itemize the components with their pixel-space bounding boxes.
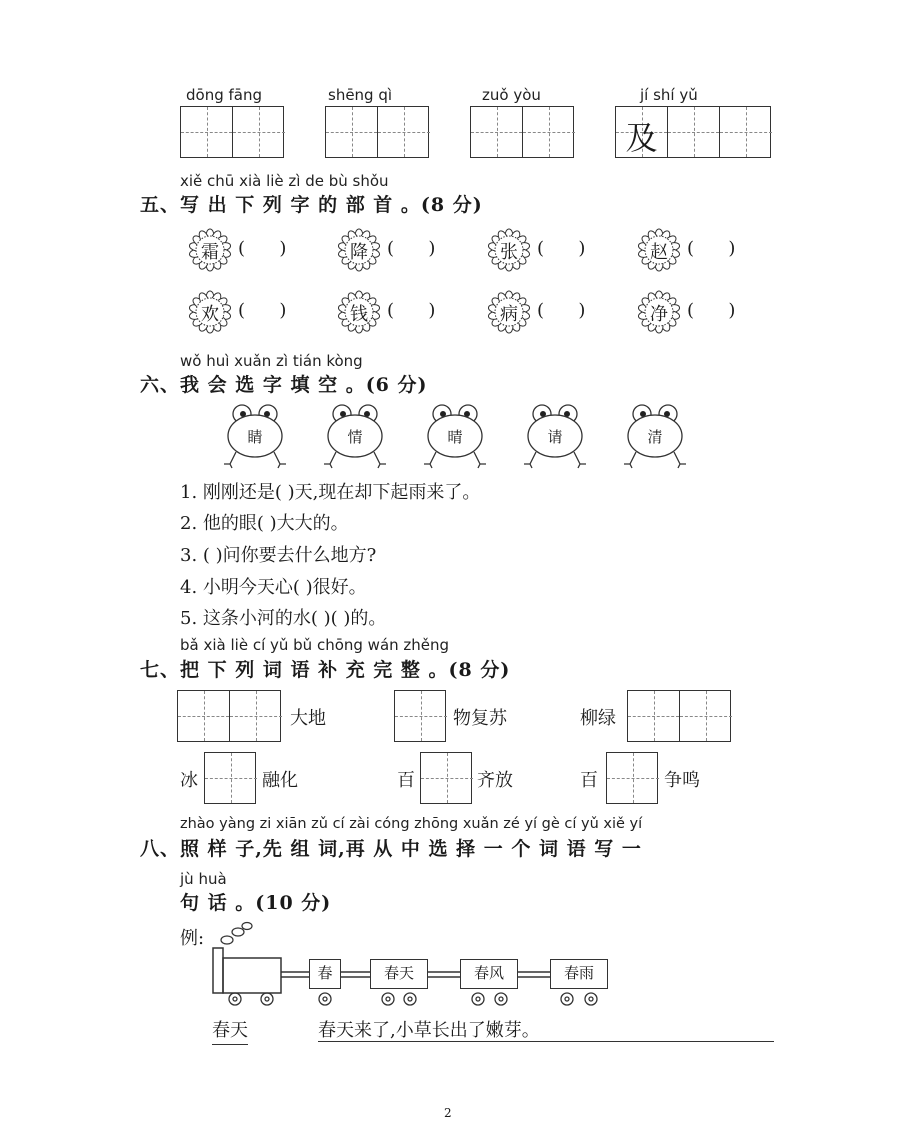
writing-grid-jishiyu[interactable]: [615, 106, 771, 158]
radical-flower: [333, 228, 385, 272]
sentence-5: 5. 这条小河的水( )( )的。: [180, 608, 387, 629]
word-liulv: 柳绿: [580, 708, 616, 729]
word-bai-1: 百: [397, 770, 415, 791]
example-label: 例:: [180, 928, 205, 949]
train-car-chunyu: 春雨: [550, 959, 608, 989]
writing-grid-zuoyou[interactable]: [470, 106, 574, 158]
fill-grid-bing[interactable]: [204, 752, 256, 804]
radical-character: 钱: [350, 304, 368, 325]
section7-title: 七、把 下 列 词 语 补 充 完 整 。(8 分): [140, 659, 511, 681]
word-bing: 冰: [180, 770, 198, 791]
radical-flower: [633, 290, 685, 334]
section8-pinyin-2: jù huà: [180, 870, 227, 888]
frog-card: [520, 402, 590, 472]
radical-answer-blank[interactable]: ( ): [387, 238, 436, 259]
radical-character: 降: [350, 242, 368, 263]
given-character: 及: [625, 119, 658, 157]
radical-flower: [184, 228, 236, 272]
radical-character: 赵: [650, 242, 668, 263]
radical-flower: [333, 290, 385, 334]
fill-grid-liulv[interactable]: [627, 690, 731, 742]
writing-grid-dongfang[interactable]: [180, 106, 284, 158]
word-bai-2: 百: [580, 770, 598, 791]
example-answer-word: 春天: [212, 1016, 248, 1045]
word-zhengming: 争鸣: [664, 770, 700, 791]
radical-character: 张: [500, 242, 518, 263]
train-car-chunfeng: 春风: [460, 959, 518, 989]
radical-character: 欢: [201, 304, 219, 325]
sentence-4: 4. 小明今天心( )很好。: [180, 577, 367, 598]
answer-line: [318, 1041, 774, 1042]
section6-title: 六、我 会 选 字 填 空 。(6 分): [140, 374, 428, 396]
radical-answer-blank[interactable]: ( ): [387, 300, 436, 321]
radical-flower: [184, 290, 236, 334]
frog-character: 晴: [447, 428, 463, 446]
radical-character: 净: [650, 304, 668, 325]
writing-grid-shengqi[interactable]: [325, 106, 429, 158]
pinyin-jishiyu: jí shí yǔ: [640, 86, 698, 104]
frog-card: [320, 402, 390, 472]
radical-answer-blank[interactable]: ( ): [238, 238, 287, 259]
frog-character: 清: [647, 428, 663, 446]
frog-card: [620, 402, 690, 472]
frog-character: 睛: [247, 428, 263, 446]
radical-answer-blank[interactable]: ( ): [537, 238, 586, 259]
train-car-chuntian: 春天: [370, 959, 428, 989]
radical-character: 病: [500, 304, 518, 325]
pinyin-zuoyou: zuǒ yòu: [482, 86, 541, 104]
frog-card: [220, 402, 290, 472]
fill-grid-baijia[interactable]: [606, 752, 658, 804]
section5-pinyin: xiě chū xià liè zì de bù shǒu: [180, 172, 389, 190]
sentence-3: 3. ( )问你要去什么地方?: [180, 545, 377, 566]
radical-flower: [483, 228, 535, 272]
frog-character: 请: [547, 428, 563, 446]
radical-flower: [483, 290, 535, 334]
radical-answer-blank[interactable]: ( ): [537, 300, 586, 321]
radical-answer-blank[interactable]: ( ): [687, 300, 736, 321]
section8-title-2: 句 话 。(10 分): [180, 892, 332, 914]
train-car-chun: 春: [309, 959, 341, 989]
sentence-1: 1. 刚刚还是( )天,现在却下起雨来了。: [180, 482, 481, 503]
fill-grid-dadi[interactable]: [177, 690, 281, 742]
pinyin-dongfang: dōng fāng: [186, 86, 262, 104]
frog-card: [420, 402, 490, 472]
section8-title-1: 八、照 样 子,先 组 词,再 从 中 选 择 一 个 词 语 写 一: [140, 838, 642, 860]
sentence-2: 2. 他的眼( )大大的。: [180, 513, 349, 534]
section7-pinyin: bǎ xià liè cí yǔ bǔ chōng wán zhěng: [180, 636, 450, 654]
word-dadi: 大地: [290, 708, 326, 729]
fill-grid-baihua[interactable]: [420, 752, 472, 804]
radical-answer-blank[interactable]: ( ): [238, 300, 287, 321]
section6-pinyin: wǒ huì xuǎn zì tián kòng: [180, 352, 363, 370]
section5-title: 五、写 出 下 列 字 的 部 首 。(8 分): [140, 194, 483, 216]
word-wufusu: 物复苏: [453, 708, 507, 729]
radical-flower: [633, 228, 685, 272]
frog-character: 情: [347, 428, 363, 446]
radical-answer-blank[interactable]: ( ): [687, 238, 736, 259]
example-answer-sentence: 春天来了,小草长出了嫩芽。: [318, 1020, 540, 1041]
word-ronghua: 融化: [262, 770, 298, 791]
section8-pinyin-1: zhào yàng zi xiān zǔ cí zài cóng zhōng xuǎn zé yí gè cí yǔ xiě yí: [180, 816, 643, 832]
pinyin-shengqi: shēng qì: [328, 86, 393, 104]
radical-character: 霜: [201, 242, 219, 263]
word-qifang: 齐放: [477, 770, 513, 791]
page-number: 2: [444, 1106, 452, 1120]
fill-grid-wufusu[interactable]: [394, 690, 446, 742]
